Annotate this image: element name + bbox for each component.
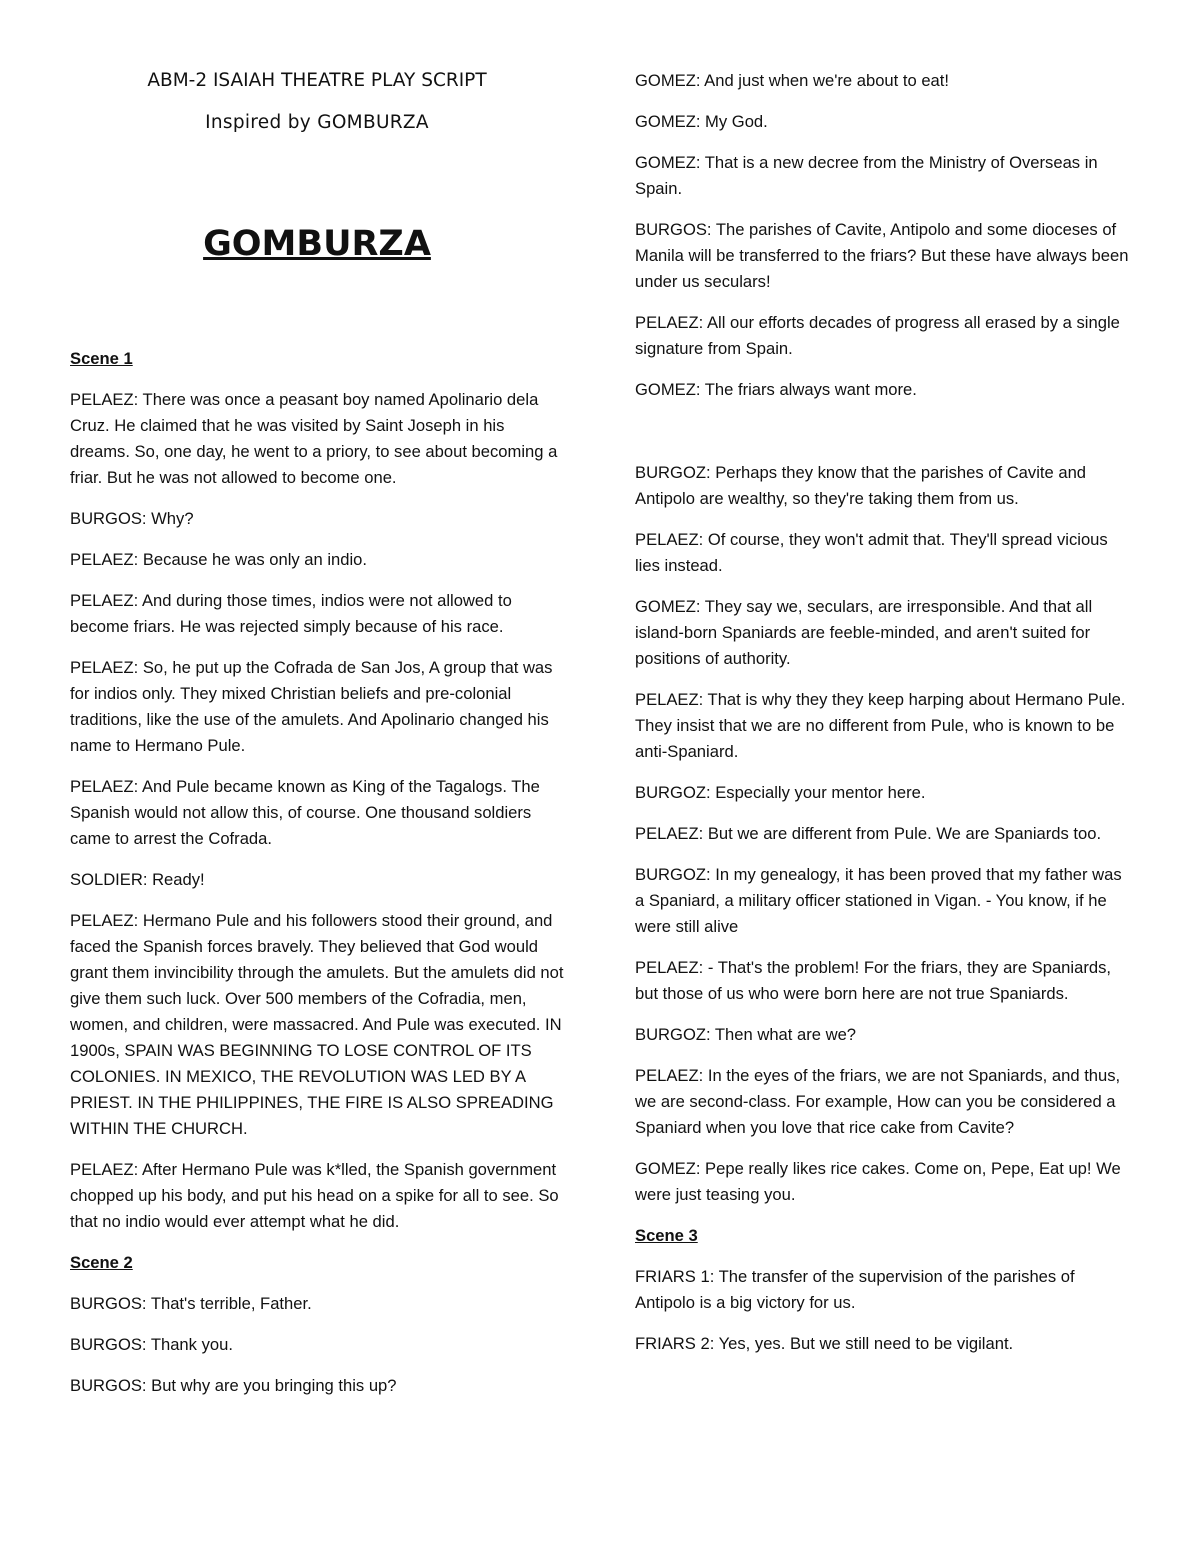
script-line: PELAEZ: After Hermano Pule was k*lled, the Spanish government chopped up his body, and put his head on a spike for all to see. So that no indio would ever attempt what he did. (70, 1160, 559, 1231)
script-line: PELAEZ: In the eyes of the friars, we are not Spaniards, and thus, we are second-class. For example, How can you be considered a Spaniard when you love that rice cake from Cavite? (635, 1066, 1121, 1137)
script-line: BURGOS: The parishes of Cavite, Antipolo and some dioceses of Manila will be transferred to the friars? But these have always been under us seculars! (635, 220, 1129, 291)
script-line: FRIARS 1: The transfer of the supervision of the parishes of Antipolo is a big victory for us. (635, 1267, 1075, 1312)
script-line: PELAEZ: And Pule became known as King of the Tagalogs. The Spanish would not allow this, of course. One thousand soldiers came to arrest the Cofrada. (70, 777, 540, 848)
script-line: GOMEZ: My God. (635, 112, 768, 131)
script-line: GOMEZ: They say we, seculars, are irresponsible. And that all island-born Spaniards are feeble-minded, and aren't suited for positions of authority. (635, 597, 1093, 668)
script-line: BURGOZ: In my genealogy, it has been proved that my father was a Spaniard, a military officer stationed in Vigan. - You know, if he were still alive (635, 865, 1122, 936)
script-line: FRIARS 2: Yes, yes. But we still need to be vigilant. (635, 1334, 1014, 1353)
script-line: PELAEZ: There was once a peasant boy named Apolinario dela Cruz. He claimed that he was visited by Saint Joseph in his dreams. So, one day, he went to a priory, to see about becoming a friar. But he was not allowed to become one. (70, 390, 558, 487)
script-line: BURGOS: Why? (70, 509, 194, 528)
scene-2-heading: Scene 2 (70, 1253, 133, 1272)
script-line: PELAEZ: And during those times, indios were not allowed to become friars. He was rejected simply because of his race. (70, 591, 512, 636)
script-line: PELAEZ: That is why they they keep harping about Hermano Pule. They insist that we are no different from Pule, who is known to be anti-Spaniard. (635, 690, 1126, 761)
script-line: GOMEZ: And just when we're about to eat! (635, 71, 950, 90)
script-line: BURGOS: But why are you bringing this up? (70, 1376, 397, 1395)
script-line: BURGOS: That's terrible, Father. (70, 1294, 312, 1313)
script-line: PELAEZ: But we are different from Pule. We are Spaniards too. (635, 824, 1102, 843)
script-line: PELAEZ: So, he put up the Cofrada de San Jos, A group that was for indios only. They mixed Christian beliefs and pre-colonial traditions, like the use of the amulets. And Apolinario changed his name to Hermano Pule. (70, 658, 553, 755)
script-line: BURGOZ: Especially your mentor here. (635, 783, 926, 802)
script-line: PELAEZ: Hermano Pule and his followers stood their ground, and faced the Spanish forces bravely. They believed that God would grant them invincibility through the amulets. But the amulets did not give them such luck. Over 500 members of the Cofradia, men, women, and children, were massacred. And Pule was executed. IN 1900s, SPAIN WAS BEGINNING TO LOSE CONTROL OF ITS COLONIES. IN MEXICO, THE REVOLUTION WAS LED BY A PRIEST. IN THE PHILIPPINES, THE FIRE IS ALSO SPREADING WITHIN THE CHURCH. (70, 911, 564, 1138)
script-line: GOMEZ: That is a new decree from the Ministry of Overseas in Spain. (635, 153, 1098, 198)
scene-3-heading: Scene 3 (635, 1226, 698, 1245)
script-line: BURGOS: Thank you. (70, 1335, 233, 1354)
script-line: PELAEZ: Of course, they won't admit that. They'll spread vicious lies instead. (635, 530, 1108, 575)
script-line: GOMEZ: Pepe really likes rice cakes. Come on, Pepe, Eat up! We were just teasing you. (635, 1159, 1121, 1204)
script-line: GOMEZ: The friars always want more. (635, 380, 917, 399)
right-column (635, 68, 1129, 1372)
blank-spacer (635, 418, 1129, 460)
script-line: PELAEZ: - That's the problem! For the friars, they are Spaniards, but those of us who were born here are not true Spaniards. (635, 958, 1111, 1003)
script-line: BURGOZ: Perhaps they know that the parishes of Cavite and Antipolo are wealthy, so they're taking them from us. (635, 463, 1087, 508)
script-line: PELAEZ: Because he was only an indio. (70, 550, 368, 569)
document-header-subtitle: Inspired by GOMBURZA (205, 112, 429, 133)
left-column (70, 68, 564, 1414)
script-line: PELAEZ: All our efforts decades of progress all erased by a single signature from Spain. (635, 313, 1120, 358)
scene-1-heading: Scene 1 (70, 349, 133, 368)
play-title: GOMBURZA (203, 224, 431, 264)
script-line: SOLDIER: Ready! (70, 870, 205, 889)
document-header-title: ABM-2 ISAIAH THEATRE PLAY SCRIPT (147, 70, 487, 91)
script-line: BURGOZ: Then what are we? (635, 1025, 857, 1044)
